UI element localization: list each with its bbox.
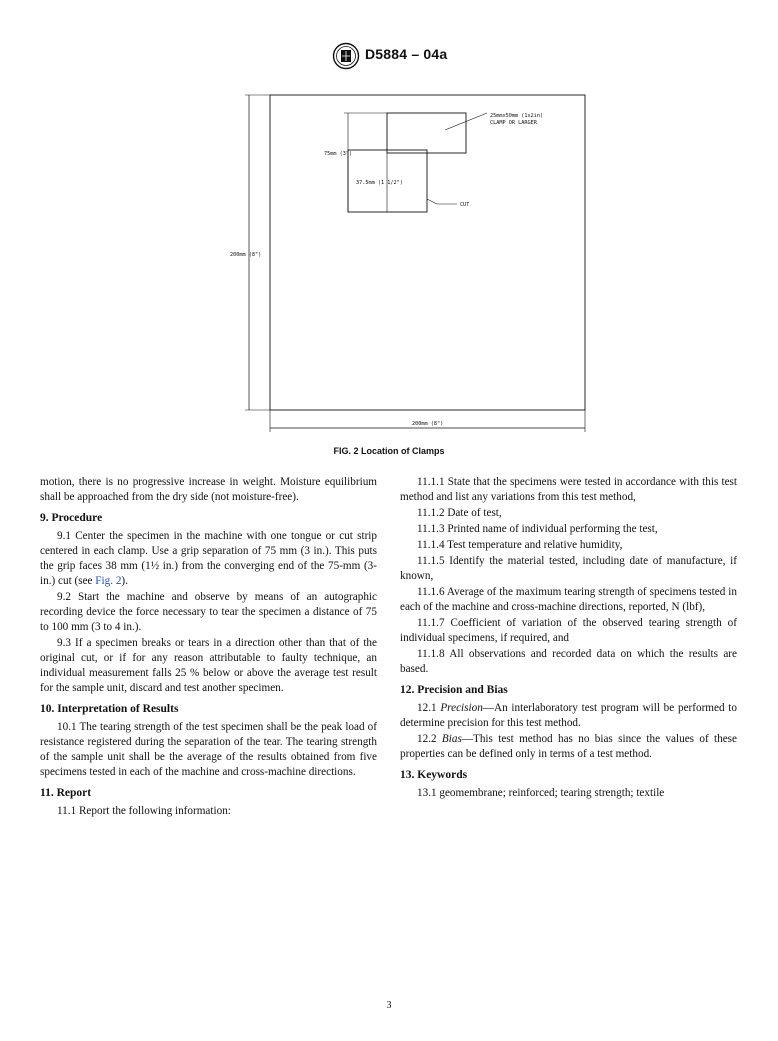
figure-caption: FIG. 2 Location of Clamps <box>333 446 445 456</box>
paragraph-9-1 <box>40 529 377 589</box>
paragraph-motion: motion, there is no progressive increase in weight. Moisture equilibrium shall be approached from the dry side (not moisture-free). <box>40 476 377 503</box>
paragraph-9-1-text: 9.1 Center the specimen in the machine with one tongue or cut strip centered in each clamp. Use a grip separation of 75 mm (3 in.). This puts the grip faces 38 mm (1½ in.) from the converging end of the 75-mm (3-in.) cut (see <box>40 530 377 587</box>
height-dim-label: 200mm (8") <box>230 252 262 258</box>
paragraph-11-1-7: 11.1.7 Coefficient of variation of the observed tearing strength of individual specimens, if required, and <box>400 617 737 644</box>
paragraph-13-1: 13.1 geomembrane; reinforced; tearing strength; textile <box>417 787 665 799</box>
paragraph-10-1: 10.1 The tearing strength of the test specimen shall be the peak load of resistance registered during the separation of the tear. The tearing strength of the sample unit shall be the average of the results obtained from five specimens tested in each of the machine and cross-machine directions. <box>40 721 377 778</box>
width-dim-label: 200mm (8") <box>412 421 444 427</box>
dim-37mm-label: 37.5mm (1 1/2") <box>356 180 403 186</box>
paragraph-12-1-text: —An interlaboratory test program will be performed to determine precision for this test method. <box>400 702 738 729</box>
paragraph-11-1: 11.1 Report the following information: <box>57 805 231 817</box>
paragraph-12-1-num: 12.1 <box>417 702 441 714</box>
paragraph-11-1-4: 11.1.4 Test temperature and relative humidity, <box>417 539 623 551</box>
paragraph-11-1-2: 11.1.2 Date of test, <box>417 507 502 519</box>
document-designation: D5884 – 04a <box>365 46 448 62</box>
paragraph-11-1-6: 11.1.6 Average of the maximum tearing strength of specimens tested in each of the machine and cross-machine directions, reported, N (lbf), <box>400 586 737 613</box>
right-column <box>400 475 737 802</box>
paragraph-12-2-text: —This test method has no bias since the values of these properties can be defined only in terms of a test method. <box>400 733 737 760</box>
paragraph-11-1-3: 11.1.3 Printed name of individual performing the test, <box>417 523 658 535</box>
cut-label: CUT <box>460 202 470 208</box>
paragraph-12-2-term: Bias <box>441 733 462 745</box>
paragraph-9-3: 9.3 If a specimen breaks or tears in a direction other than that of the original cut, or if for any reason attributable to faulty technique, an individual measurement falls 25 % below or above the average test result for the sample unit, discard and test another specimen. <box>40 637 377 694</box>
heading-interpretation: 10. Interpretation of Results <box>40 703 179 715</box>
paragraph-12-2-num: 12.2 <box>417 733 442 745</box>
fig-2-link[interactable]: Fig. 2 <box>95 575 122 587</box>
clamp-location-figure <box>225 88 595 433</box>
page-number: 3 <box>386 1000 392 1011</box>
heading-report: 11. Report <box>40 787 92 799</box>
heading-keywords: 13. Keywords <box>400 769 468 781</box>
clamp-size-label: 25mmx50mm (1x2in) <box>490 113 544 119</box>
paragraph-9-1-end: ). <box>121 575 128 587</box>
paragraph-11-1-8: 11.1.8 All observations and recorded data on which the results are based. <box>400 648 737 675</box>
astm-logo-icon <box>331 42 361 70</box>
heading-procedure: 9. Procedure <box>40 512 103 524</box>
paragraph-11-1-1: 11.1.1 State that the specimens were tested in accordance with this test method and list any variations from this test method, <box>400 476 737 503</box>
page-header <box>0 42 778 72</box>
specimen-outline <box>270 95 585 410</box>
clamp-size-label-2: CLAMP OR LARGER <box>490 120 537 126</box>
paragraph-12-2 <box>400 732 737 762</box>
paragraph-9-2: 9.2 Start the machine and observe by means of an autographic recording device the force necessary to tear the specimen a distance of 75 to 100 mm (3 to 4 in.). <box>40 591 377 633</box>
clamp-rectangle <box>387 113 466 153</box>
left-column <box>40 475 377 820</box>
paragraph-11-1-5: 11.1.5 Identify the material tested, including date of manufacture, if known, <box>400 555 737 582</box>
dim-75mm-label: 75mm (3") <box>324 151 353 157</box>
heading-precision-bias: 12. Precision and Bias <box>400 684 508 696</box>
paragraph-12-1 <box>400 701 737 731</box>
paragraph-12-1-term: Precision <box>440 702 483 714</box>
